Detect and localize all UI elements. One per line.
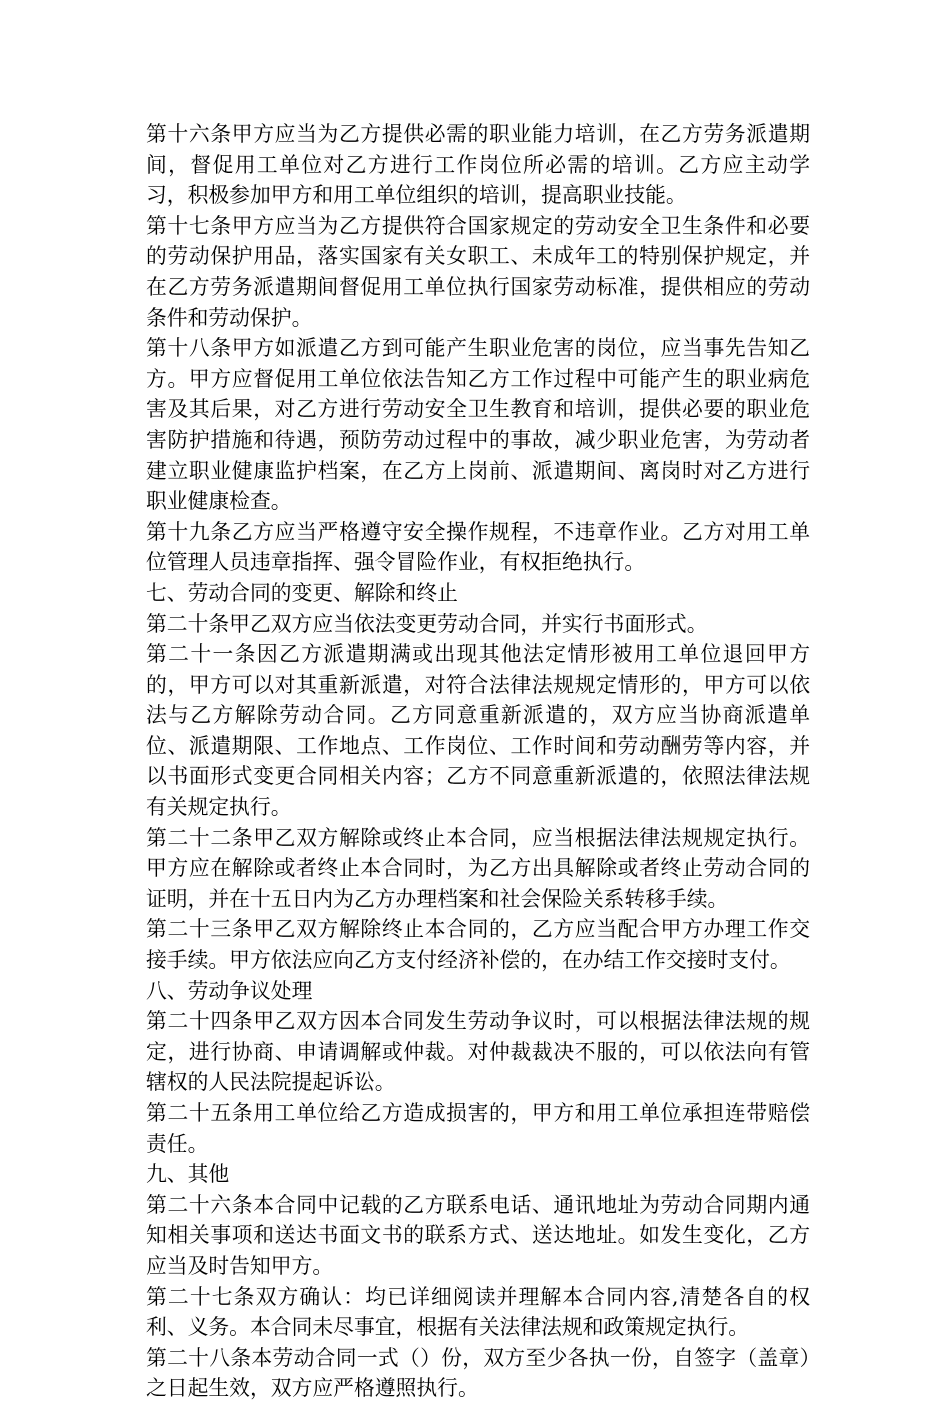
article-24-paragraph: 第二十四条甲乙双方因本合同发生劳动争议时，可以根据法律法规的规定，进行协商、申请调解或仲裁。对仲裁裁决不服的，可以依法向有管辖权的人民法院提起诉讼。 (146, 1009, 810, 1095)
section-7-heading: 七、劳动合同的变更、解除和终止 (146, 580, 458, 605)
article-28-paragraph: 第二十八条本劳动合同一式（）份，双方至少各执一份，自签字（盖章）之日起生效，双方应严格遵照执行。 (146, 1345, 810, 1401)
article-18-paragraph: 第十八条甲方如派遣乙方到可能产生职业危害的岗位，应当事先告知乙方。甲方应督促用工单位依法告知乙方工作过程中可能产生的职业病危害及其后果，对乙方进行劳动安全卫生教育和培训，提供必要的职业危害防护措施和待遇，预防劳动过程中的事故，减少职业危害，为劳动者建立职业健康监护档案，在乙方上岗前、派遣期间、离岗时对乙方进行职业健康检查。 (146, 336, 810, 514)
article-26-paragraph: 第二十六条本合同中记载的乙方联系电话、通讯地址为劳动合同期内通知相关事项和送达书面文书的联系方式、送达地址。如发生变化，乙方应当及时告知甲方。 (146, 1192, 810, 1278)
article-16-paragraph: 第十六条甲方应当为乙方提供必需的职业能力培训，在乙方劳务派遣期间，督促用工单位对乙方进行工作岗位所必需的培训。乙方应主动学习，积极参加甲方和用工单位组织的培训，提高职业技能。 (146, 122, 810, 208)
article-19-paragraph: 第十九条乙方应当严格遵守安全操作规程，不违章作业。乙方对用工单位管理人员违章指挥、强令冒险作业，有权拒绝执行。 (146, 519, 810, 575)
document-body (146, 119, 810, 1404)
article-20-paragraph: 第二十条甲乙双方应当依法变更劳动合同，并实行书面形式。 (146, 611, 708, 636)
article-21-paragraph: 第二十一条因乙方派遣期满或出现其他法定情形被用工单位退回甲方的，甲方可以对其重新派遣，对符合法律法规规定情形的，甲方可以依法与乙方解除劳动合同。乙方同意重新派遣的，双方应当协商派遣单位、派遣期限、工作地点、工作岗位、工作时间和劳动酬劳等内容，并以书面形式变更合同相关内容；乙方不同意重新派遣的，依照法律法规有关规定执行。 (146, 642, 810, 820)
article-25-paragraph: 第二十五条用工单位给乙方造成损害的，甲方和用工单位承担连带赔偿责任。 (146, 1101, 810, 1156)
article-27-paragraph: 第二十七条双方确认：均已详细阅读并理解本合同内容,清楚各自的权利、义务。本合同未尽事宜，根据有关法律法规和政策规定执行。 (146, 1284, 810, 1340)
section-9-heading: 九、其他 (146, 1162, 230, 1187)
section-8-heading: 八、劳动争议处理 (146, 978, 313, 1003)
article-23-paragraph: 第二十三条甲乙双方解除终止本合同的，乙方应当配合甲方办理工作交接手续。甲方依法应向乙方支付经济补偿的，在办结工作交接时支付。 (146, 917, 810, 973)
article-17-paragraph: 第十七条甲方应当为乙方提供符合国家规定的劳动安全卫生条件和必要的劳动保护用品，落实国家有关女职工、未成年工的特别保护规定，并在乙方劳务派遣期间督促用工单位执行国家劳动标准，提供相应的劳动条件和劳动保护。 (146, 213, 810, 330)
article-22-paragraph: 第二十二条甲乙双方解除或终止本合同，应当根据法律法规规定执行。甲方应在解除或者终止本合同时，为乙方出具解除或者终止劳动合同的证明，并在十五日内为乙方办理档案和社会保险关系转移手续。 (146, 825, 810, 911)
